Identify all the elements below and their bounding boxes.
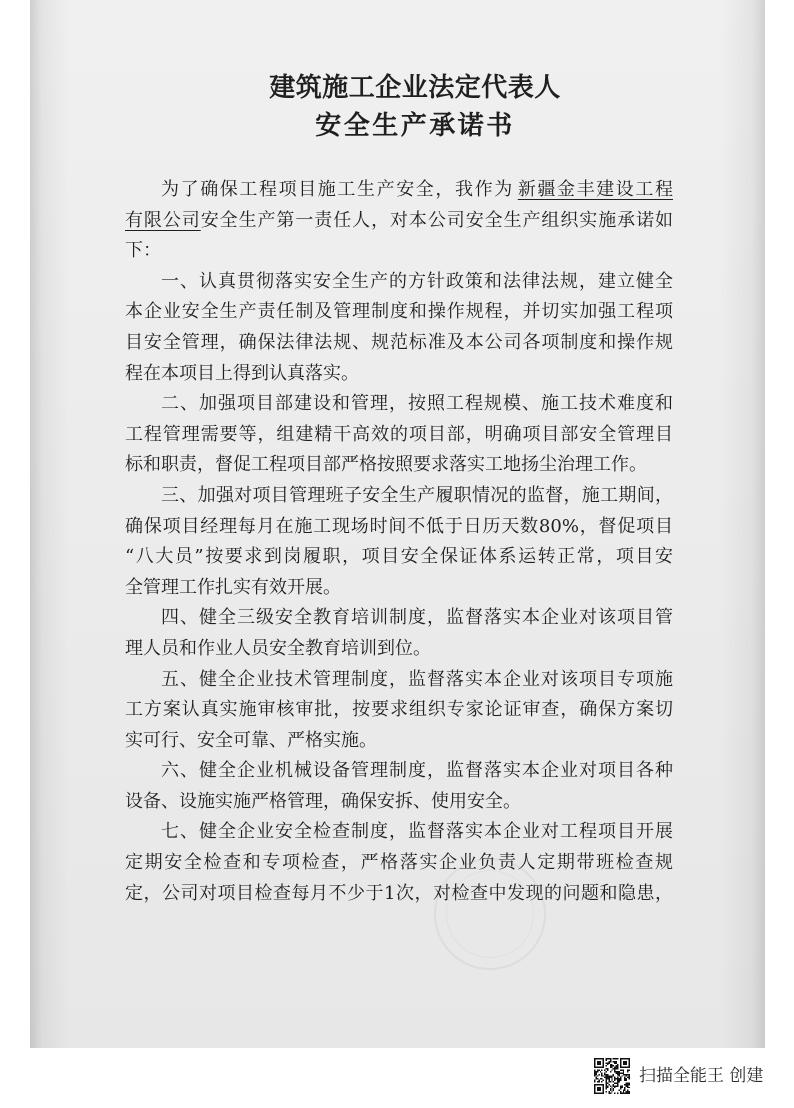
line-segment: 安全生产第一责任人，对本公司安全生产组织实施承诺如 bbox=[200, 209, 674, 231]
paragraph bbox=[125, 267, 673, 389]
paragraph-line: 确保项目经理每月在施工现场时间不低于日历天数80%，督促项目 bbox=[125, 515, 673, 537]
paragraph bbox=[125, 756, 673, 817]
paragraph-line: 工方案认真实施审核审批，按要求组织专家论证审查，确保方案切 bbox=[125, 699, 673, 721]
paragraph-line: “八大员”按要求到岗履职，项目安全保证体系运转正常，项目安 bbox=[125, 546, 673, 568]
paragraph-line: 二、加强项目部建设和管理，按照工程规模、施工技术难度和 bbox=[161, 393, 673, 415]
paragraph bbox=[125, 481, 673, 603]
paragraph bbox=[125, 603, 673, 664]
paragraph-line: 一、认真贯彻落实安全生产的方针政策和法律法规，建立健全 bbox=[161, 270, 673, 292]
paragraph-line bbox=[125, 206, 673, 237]
qr-code-icon bbox=[594, 1058, 630, 1094]
paragraph-line: 定，公司对项目检查每月不少于1次，对检查中发现的问题和隐患， bbox=[125, 882, 673, 904]
line-segment: 为了确保工程项目施工生产安全，我作为 bbox=[161, 179, 514, 200]
paragraph-line: 五、健全企业技术管理制度，监督落实本企业对该项目专项施 bbox=[161, 668, 673, 690]
paragraph-line: 实可行、安全可靠、严格实施。 bbox=[125, 729, 377, 751]
paragraph-line bbox=[125, 175, 673, 206]
paragraph-line: 标和职责，督促工程项目部严格按照要求落实工地扬尘治理工作。 bbox=[125, 454, 647, 476]
paragraph bbox=[125, 817, 673, 909]
scanner-footer bbox=[594, 1058, 784, 1096]
scanned-document-photo bbox=[30, 0, 765, 1048]
paragraph-line: 四、健全三级安全教育培训制度，监督落实本企业对该项目管 bbox=[161, 607, 673, 629]
paragraph-line: 目安全管理，确保法律法规、规范标准及本公司各项制度和操作规 bbox=[125, 331, 673, 353]
paragraph-line: 设备、设施实施严格管理，确保安拆、使用安全。 bbox=[125, 790, 521, 812]
paragraph-line: 全管理工作扎实有效开展。 bbox=[125, 576, 341, 598]
scanner-credit-text: 扫描全能王 创建 bbox=[639, 1066, 764, 1086]
title-line-1: 建筑施工企业法定代表人 bbox=[269, 73, 561, 103]
paragraph bbox=[125, 389, 673, 481]
paragraph bbox=[125, 665, 673, 757]
company-name-underlined: 新疆金丰建设工程 bbox=[517, 179, 674, 200]
paragraph bbox=[125, 175, 673, 267]
company-name-underlined: 有限公司 bbox=[125, 209, 201, 231]
paragraph-line: 工程管理需要等，组建精干高效的项目部，明确项目部安全管理目 bbox=[125, 423, 673, 445]
paragraph-line: 六、健全企业机械设备管理制度，监督落实本企业对项目各种 bbox=[161, 760, 673, 782]
document-title bbox=[125, 69, 705, 145]
paragraph-line: 程在本项目上得到认真落实。 bbox=[125, 362, 359, 384]
paragraph-line: 理人员和作业人员安全教育培训到位。 bbox=[125, 637, 431, 659]
paragraph-line: 本企业安全生产责任制及管理制度和操作规程，并切实加强工程项 bbox=[125, 301, 673, 323]
paragraph-line: 定期安全检查和专项检查，严格落实企业负责人定期带班检查规 bbox=[125, 852, 673, 874]
paragraph-line: 七、健全企业安全检查制度，监督落实本企业对工程项目开展 bbox=[161, 821, 673, 843]
paragraph-line: 下： bbox=[125, 240, 161, 262]
title-line-2: 安全生产承诺书 bbox=[315, 111, 515, 141]
paragraph-line: 三、加强对项目管理班子安全生产履职情况的监督，施工期间， bbox=[161, 484, 673, 506]
qr-code-modules bbox=[594, 1058, 630, 1094]
document-body bbox=[125, 175, 673, 909]
